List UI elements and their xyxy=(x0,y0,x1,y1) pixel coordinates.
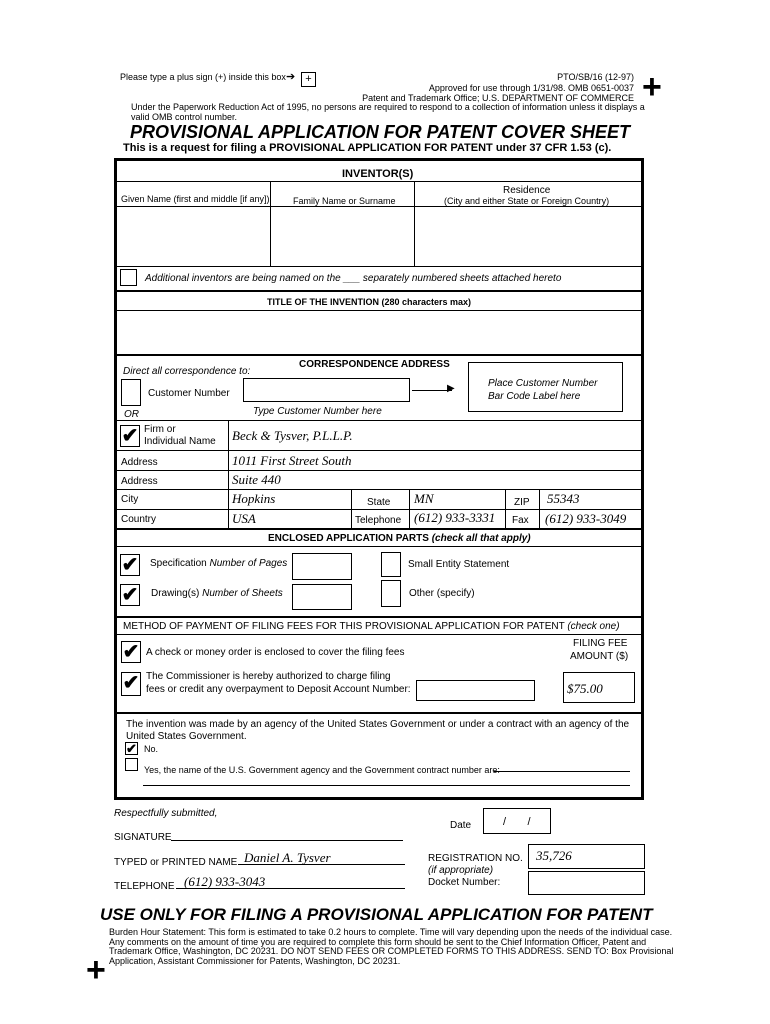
barcode-line2: Bar Code Label here xyxy=(488,391,581,402)
filing-fee-amount: $75.00 xyxy=(567,681,603,696)
other-checkbox[interactable] xyxy=(381,580,401,607)
government-yes-label: Yes, the name of the U.S. Government agency and the Government contract number are: xyxy=(144,765,500,775)
state-input[interactable]: MN xyxy=(414,491,434,506)
residence-header: Residence xyxy=(503,185,551,196)
form-title: PROVISIONAL APPLICATION FOR PATENT COVER SHEET xyxy=(130,122,631,142)
typed-name-value[interactable]: Daniel A. Tysver xyxy=(244,850,331,865)
additional-inventors-checkbox[interactable] xyxy=(120,269,137,286)
omb-approval: Approved for use through 1/31/98. OMB 0651-0037 xyxy=(428,83,634,93)
customer-number-input[interactable] xyxy=(243,378,410,402)
address-label-1: Address xyxy=(121,457,158,468)
enclosed-heading-note: (check all that apply) xyxy=(431,533,531,544)
other-label: Other (specify) xyxy=(409,588,475,599)
correspondence-heading: CORRESPONDENCE ADDRESS xyxy=(299,359,450,370)
barcode-line1: Place Customer Number xyxy=(488,378,598,389)
type-customer-hint: Type Customer Number here xyxy=(253,406,382,417)
payment-heading xyxy=(123,621,620,632)
or-label: OR xyxy=(124,409,139,420)
form-subtitle: This is a request for filing a PROVISIONAL APPLICATION FOR PATENT under 37 CFR 1.53 (c). xyxy=(123,142,612,154)
firm-label-line1: Firm or xyxy=(144,424,176,435)
drawings-checkbox[interactable]: ✔ xyxy=(121,584,139,606)
given-name-header: Given Name (first and middle [if any]) xyxy=(121,194,270,204)
fax-label: Fax xyxy=(512,515,529,526)
use-only-banner: USE ONLY FOR FILING A PROVISIONAL APPLICATION FOR PATENT xyxy=(100,905,653,924)
inventors-heading: INVENTOR(S) xyxy=(342,168,414,180)
spec-pages-text: Number of Pages xyxy=(209,558,288,569)
office-name: Patent and Trademark Office; U.S. DEPARTMENT OF COMMERCE xyxy=(362,93,634,103)
plus-instruction: Please type a plus sign (+) inside this box xyxy=(120,72,286,82)
government-yes-checkbox[interactable] xyxy=(125,758,138,771)
deposit-auth-line1: The Commissioner is hereby authorized to charge filing xyxy=(146,671,391,682)
customer-number-checkbox[interactable] xyxy=(121,379,141,406)
firm-label-line2: Individual Name xyxy=(144,436,216,447)
pra-notice-line1: Under the Paperwork Reduction Act of 1995, no persons are required to respond to a collection of information unless it displays a xyxy=(131,102,645,112)
fax-input[interactable]: (612) 933-3049 xyxy=(545,511,627,526)
telephone-sig-label: TELEPHONE xyxy=(114,881,175,892)
enclosed-heading xyxy=(268,533,531,544)
drawings-text: Drawing(s) xyxy=(151,588,200,599)
address-line2-input[interactable]: Suite 440 xyxy=(232,472,281,487)
date-value: / / xyxy=(503,816,531,828)
burden-line2: Any comments on the amount of time you are required to complete this form should be sent to the Chief Information Officer, Patent and xyxy=(109,937,647,947)
check-enclosed-label: A check or money order is enclosed to cover the filing fees xyxy=(146,647,405,658)
payment-heading-text: METHOD OF PAYMENT OF FILING FEES FOR THIS PROVISIONAL APPLICATION FOR PATENT xyxy=(123,621,565,632)
small-entity-checkbox[interactable] xyxy=(381,552,401,577)
date-label: Date xyxy=(450,820,472,831)
country-label: Country xyxy=(121,514,157,525)
form-number: PTO/SB/16 (12-97) xyxy=(557,72,634,82)
docket-label: Docket Number: xyxy=(428,877,501,888)
payment-heading-note: (check one) xyxy=(567,621,620,632)
enclosed-heading-text: ENCLOSED APPLICATION PARTS xyxy=(268,533,429,544)
signature-line[interactable] xyxy=(171,840,403,841)
firm-checkbox[interactable]: ✔ xyxy=(121,425,139,447)
filing-fee-label1: FILING FEE xyxy=(573,638,628,649)
docket-number-input[interactable] xyxy=(528,871,645,895)
arrow-icon: ➔ xyxy=(286,71,296,83)
family-name-header: Family Name or Surname xyxy=(293,196,396,206)
drawings-label xyxy=(151,588,283,599)
registration-plus-icon: + xyxy=(642,68,662,106)
typed-name-label: TYPED or PRINTED NAME xyxy=(114,857,238,868)
zip-input[interactable]: 55343 xyxy=(547,491,580,506)
registration-note: (if appropriate) xyxy=(428,865,494,876)
drawing-sheets-text: Number of Sheets xyxy=(202,588,283,599)
right-arrow-icon: ▶ xyxy=(447,383,455,394)
registration-label: REGISTRATION NO. xyxy=(428,853,523,864)
registration-plus-icon-bottom: + xyxy=(86,951,106,989)
respectfully-submitted: Respectfully submitted, xyxy=(114,808,218,819)
burden-line4: Application, Assistant Commissioner for Patents, Washington, DC 20231. xyxy=(109,956,401,966)
city-label: City xyxy=(121,494,139,505)
filing-fee-label2: AMOUNT ($) xyxy=(570,651,629,662)
government-line1: The invention was made by an agency of the United States Government or under a contract with an agency of the xyxy=(126,719,630,730)
family-name-input[interactable] xyxy=(272,207,412,265)
deposit-account-checkbox[interactable]: ✔ xyxy=(122,672,140,694)
telephone-sig-value[interactable]: (612) 933-3043 xyxy=(184,874,266,889)
title-heading: TITLE OF THE INVENTION (280 characters max) xyxy=(267,297,472,307)
invention-title-input[interactable] xyxy=(119,312,639,353)
additional-inventors-label: Additional inventors are being named on the ___ separately numbered sheets attached hereto xyxy=(145,273,562,284)
address-label-2: Address xyxy=(121,476,158,487)
residence-input[interactable] xyxy=(416,207,638,265)
state-label: State xyxy=(367,497,391,508)
burden-line1: Burden Hour Statement: This form is estimated to take 0.2 hours to complete. Time will vary depending upon the needs of the individual case. xyxy=(109,927,673,937)
pra-notice-line2: valid OMB control number. xyxy=(131,112,238,122)
specification-text: Specification xyxy=(150,558,207,569)
agency-name-line[interactable] xyxy=(494,771,630,772)
burden-line3: Trademark Office, Washington, DC 20231. DO NOT SEND FEES OR COMPLETED FORMS TO THIS ADDRESS. SEND TO: Box Provisional xyxy=(109,946,674,956)
drawing-sheets-input[interactable] xyxy=(292,584,352,610)
check-enclosed-checkbox[interactable]: ✔ xyxy=(122,641,140,663)
address-line1-input[interactable]: 1011 First Street South xyxy=(232,453,352,468)
customer-number-label: Customer Number xyxy=(148,388,230,399)
deposit-auth-line2: fees or credit any overpayment to Deposit Account Number: xyxy=(146,684,411,695)
contract-number-line[interactable] xyxy=(143,785,630,786)
small-entity-label: Small Entity Statement xyxy=(408,559,510,570)
specification-label xyxy=(150,558,287,569)
deposit-account-input[interactable] xyxy=(416,680,535,701)
direct-correspondence: Direct all correspondence to: xyxy=(123,366,251,377)
city-input[interactable]: Hopkins xyxy=(232,491,276,506)
firm-name-input[interactable]: Beck & Tysver, P.L.L.P. xyxy=(232,428,353,443)
plus-sign-box[interactable]: + xyxy=(301,72,316,87)
telephone-input[interactable]: (612) 933-3331 xyxy=(414,510,496,525)
telephone-label: Telephone xyxy=(355,515,402,526)
other-specify-input[interactable] xyxy=(403,582,635,608)
government-no-checkbox[interactable]: ✔ xyxy=(126,741,137,756)
government-line2: United States Government. xyxy=(126,731,247,742)
government-no-label: No. xyxy=(144,744,159,754)
country-input[interactable]: USA xyxy=(232,511,256,526)
zip-label: ZIP xyxy=(514,497,530,508)
registration-number-value: 35,726 xyxy=(536,848,572,863)
spec-pages-input[interactable] xyxy=(292,553,352,580)
given-name-input[interactable] xyxy=(120,207,268,265)
signature-label: SIGNATURE xyxy=(114,832,172,843)
residence-subheader: (City and either State or Foreign Country) xyxy=(444,196,610,206)
specification-checkbox[interactable]: ✔ xyxy=(121,554,139,576)
